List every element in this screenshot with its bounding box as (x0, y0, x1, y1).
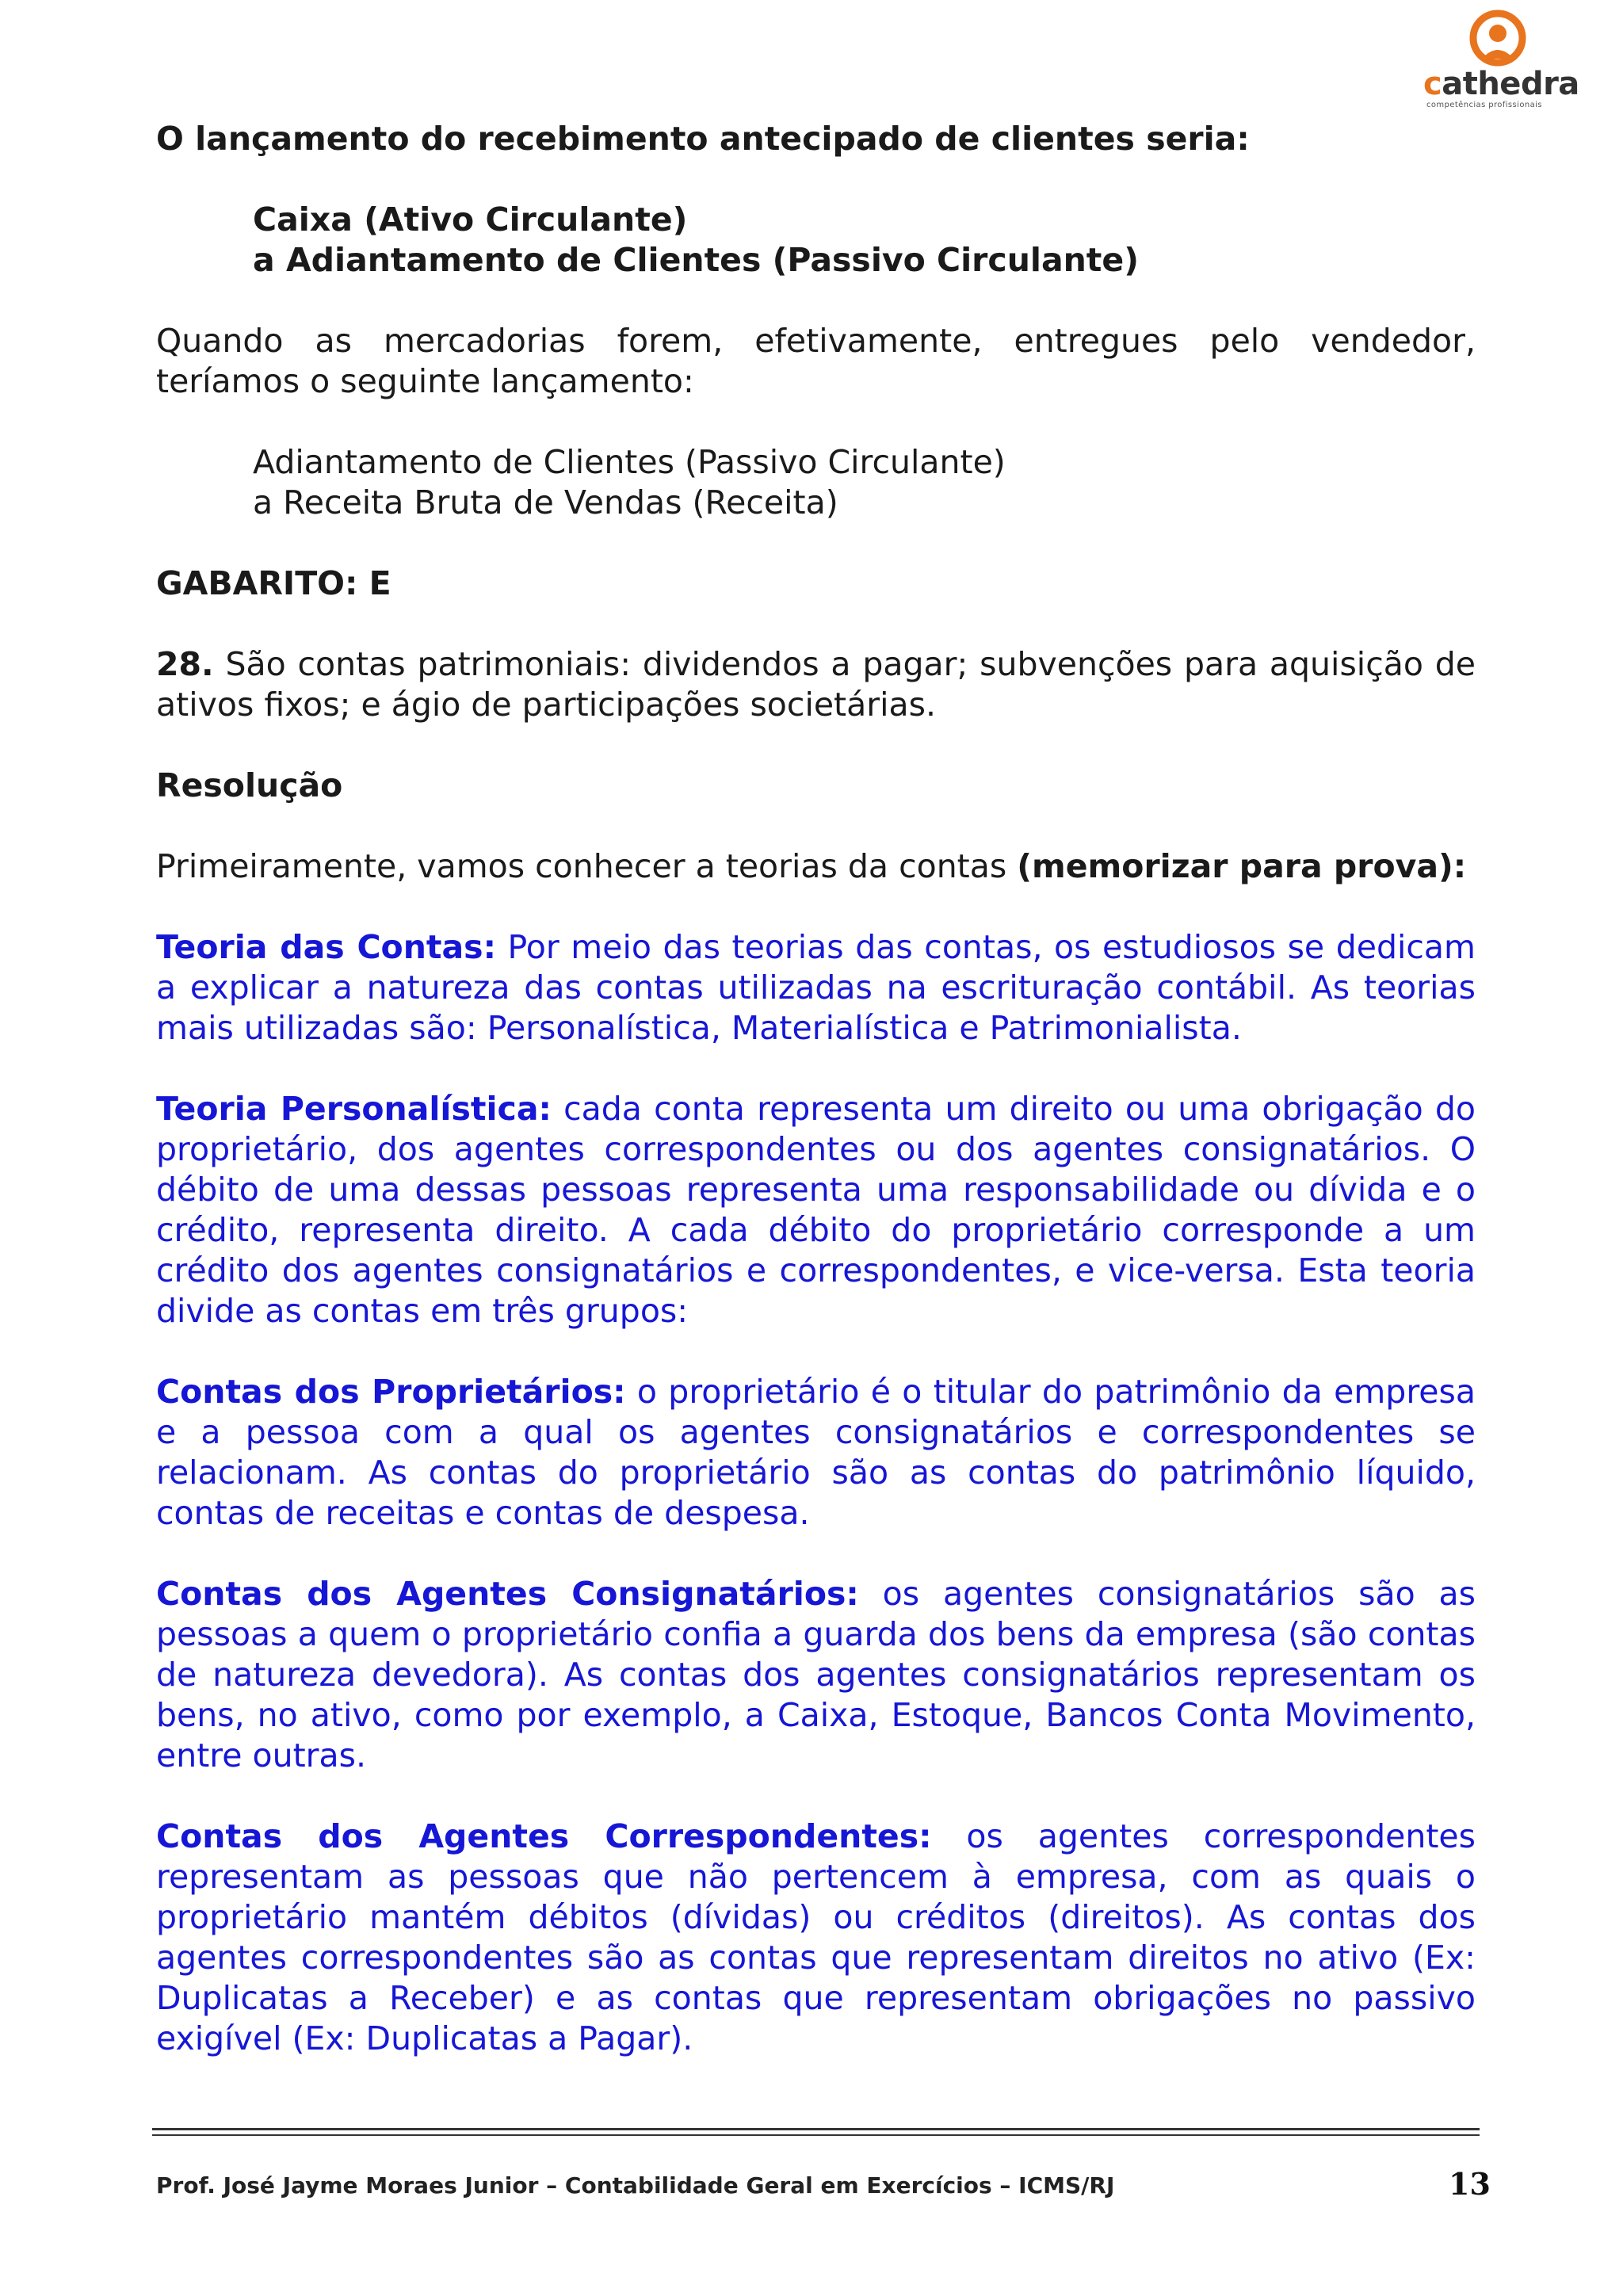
personalistic-text: cada conta representa um direito ou uma obrigação do proprietário, dos agentes correspondentes ou dos agentes consignatários. O débito de uma dessas pessoas representa uma responsabilidade ou dívida e o crédito, representa direito. A cada débito do proprietário corresponde a um crédito dos agentes consignatários e correspondentes, e vice-versa. Esta teoria divide as contas em três grupos: (156, 1090, 1476, 1330)
entry1-debit: Caixa (Ativo Circulante) (253, 201, 688, 239)
theory-accounts-text: Por meio das teorias das contas, os estudiosos se dedicam a explicar a natureza das contas utilizadas na escrituração contábil. As teorias mais utilizadas são: Personalística, Materialística e Patrimonialista. (156, 928, 1476, 1047)
correspondents-paragraph (156, 1817, 1476, 2059)
personalistic-paragraph (156, 1089, 1476, 1331)
question-28 (156, 644, 1476, 725)
entry1-credit: a Adiantamento de Clientes (Passivo Circulante) (253, 241, 1139, 279)
consignees-text: os agentes consignatários são as pessoas a quem o proprietário confia a guarda dos bens da empresa (são contas de natureza devedora). As contas dos agentes consignatários representam os bens, no ativo, como por exemplo, a Caixa, Estoque, Bancos Conta Movimento, entre outras. (156, 1575, 1476, 1775)
question-text: São contas patrimoniais: dividendos a pagar; subvenções para aquisição de ativos fixos; e ágio de participações societárias. (156, 645, 1476, 724)
first-paragraph-text: Primeiramente, vamos conhecer a teorias da contas (156, 847, 1018, 885)
personalistic-label: Teoria Personalística: (156, 1090, 552, 1128)
owners-paragraph (156, 1372, 1476, 1534)
first-paragraph-emphasis: (memorizar para prova): (1017, 847, 1467, 885)
owners-text: o proprietário é o titular do patrimônio da empresa e a pessoa com a qual os agentes consignatários e correspondentes se relacionam. As contas do proprietário são as contas do patrimônio líquido, contas de receitas e contas de despesa. (156, 1373, 1476, 1532)
theory-accounts-label: Teoria das Contas: (156, 928, 496, 966)
theory-accounts-paragraph (156, 927, 1476, 1049)
footer-rule-bottom (152, 2134, 1480, 2136)
when-delivered-paragraph: Quando as mercadorias forem, efetivamente, entregues pelo vendedor, teríamos o seguinte lançamento: (156, 322, 1476, 400)
intro-line: O lançamento do recebimento antecipado de clientes seria: (156, 120, 1250, 158)
footer-rule-top (152, 2128, 1480, 2130)
page-number: 13 (1449, 2166, 1491, 2202)
entry2-credit: a Receita Bruta de Vendas (Receita) (253, 483, 838, 521)
cathedra-logo (1423, 6, 1579, 109)
logo-tagline: competências profissionais (1426, 101, 1542, 109)
consignees-label: Contas dos Agentes Consignatários: (156, 1575, 859, 1613)
owners-label: Contas dos Proprietários: (156, 1373, 626, 1411)
correspondents-text: os agentes correspondentes representam as pessoas que não pertencem à empresa, com as quais o proprietário mantém débitos (dívidas) ou créditos (direitos). As contas dos agentes correspondentes são as contas que representam direitos no ativo (Ex: Duplicatas a Receber) e as contas que representam obrigações no passivo exigível (Ex: Duplicatas a Pagar). (156, 1817, 1476, 2057)
document-body (156, 119, 1476, 2059)
consignees-paragraph (156, 1574, 1476, 1776)
logo-wordmark: cathedra (1423, 66, 1579, 102)
footer-author-line: Prof. José Jayme Moraes Junior – Contabilidade Geral em Exercícios – ICMS/RJ (156, 2172, 1115, 2199)
person-icon (1423, 6, 1569, 70)
answer-key: GABARITO: E (156, 564, 391, 602)
question-number: 28. (156, 645, 214, 683)
correspondents-label: Contas dos Agentes Correspondentes: (156, 1817, 932, 1855)
resolution-heading: Resolução (156, 766, 343, 804)
first-paragraph (156, 846, 1476, 887)
entry2-debit: Adiantamento de Clientes (Passivo Circulante) (253, 443, 1006, 481)
